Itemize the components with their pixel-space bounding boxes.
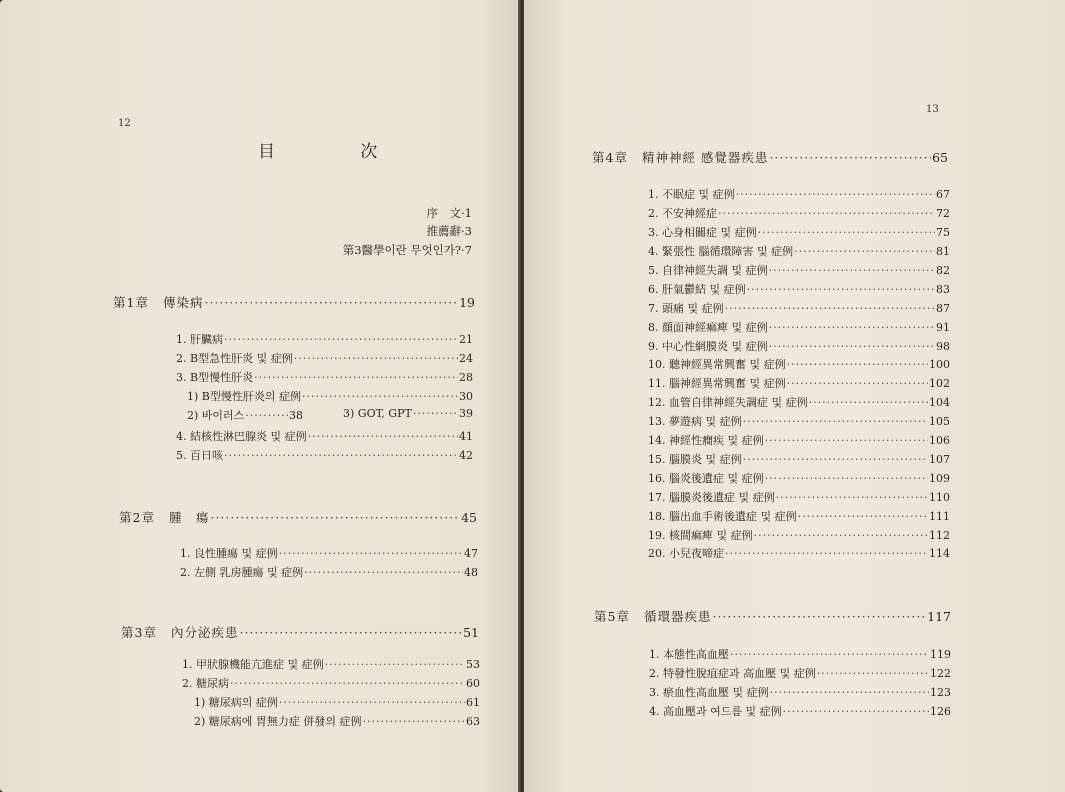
entry-page: 39 [459, 407, 473, 420]
chapter-title: 精神神經 感覺器疾患 [641, 150, 769, 165]
leader-dots [809, 396, 928, 409]
entry-label: 2. B型急性肝炎 및 症例 [176, 352, 293, 365]
toc-entry [648, 470, 950, 485]
entry-label: 9. 中心性網膜炎 및 症例 [648, 340, 768, 353]
leader-dots [798, 510, 928, 523]
toc-entry [176, 331, 473, 346]
leader-dots [794, 245, 935, 258]
entry-label: 1. 本態性高血壓 [649, 648, 729, 661]
entry-label: 4. 結核性淋巴腺炎 및 症例 [176, 430, 307, 443]
leader-dots [787, 377, 928, 390]
entry-page: 111 [929, 510, 950, 523]
chapter-title: 循環器疾患 [643, 609, 712, 624]
left-page [0, 0, 520, 792]
toc-entry [648, 432, 950, 447]
entry-page: 110 [929, 491, 950, 504]
leader-dots [725, 302, 935, 315]
entry-label: 3) GOT, GPT [343, 407, 412, 420]
entry-label: 15. 腦膜炎 및 症例 [648, 453, 742, 466]
entry-page: 100 [929, 358, 950, 371]
toc-entry [182, 656, 480, 671]
entry-label: 2) 糖尿病에 胃無力症 併發의 症例 [194, 715, 362, 728]
toc-subentry [194, 694, 480, 709]
entry-page: 105 [929, 415, 950, 428]
leader-dots [743, 415, 928, 428]
toc-entry [648, 356, 950, 371]
entry-label: 4. 緊張性 腦循環障害 및 症例 [648, 245, 794, 258]
entry-page: 48 [464, 566, 478, 579]
toc-subentry [194, 713, 480, 728]
toc-entry [648, 186, 950, 201]
leader-dots [783, 705, 929, 718]
entry-label: 17. 腦膜炎後遺症 및 症例 [648, 491, 775, 504]
page-title: 目 次 [258, 142, 418, 162]
toc-entry [648, 224, 950, 239]
toc-entry [648, 205, 950, 220]
leader-dots [718, 207, 935, 220]
toc-entry [176, 447, 473, 462]
toc-entry [176, 350, 473, 365]
leader-dots [754, 529, 928, 542]
entry-label: 3. B型慢性肝炎 [176, 371, 254, 384]
toc-entry [648, 300, 950, 315]
entry-page: 98 [936, 340, 950, 353]
toc-subentry [187, 407, 303, 422]
leader-dots [224, 449, 458, 462]
page-number: 13 [926, 104, 939, 115]
entry-page: 91 [936, 321, 950, 334]
toc-entry [648, 508, 950, 523]
entry-label: 18. 腦出血手術後遺症 및 症例 [648, 510, 797, 523]
entry-page: 21 [459, 333, 473, 346]
leader-dots [765, 472, 928, 485]
front-matter-page: 7 [464, 243, 472, 257]
entry-page: 122 [930, 667, 951, 680]
entry-label: 1) 糖尿病의 症例 [194, 696, 278, 709]
leader-dots [743, 453, 928, 466]
chapter-title: 傳染病 [162, 295, 204, 310]
entry-page: 107 [929, 453, 950, 466]
chapter-heading [121, 623, 479, 641]
leader-dots [308, 430, 458, 443]
leader-dots [765, 434, 928, 447]
chapter-heading [119, 508, 477, 526]
entry-label: 10. 聽神經異常興奮 및 症例 [648, 358, 786, 371]
toc-entry [648, 394, 950, 409]
entry-label: 2. 不安神經症 [648, 207, 717, 220]
leader-dots [363, 715, 465, 728]
entry-page: 38 [289, 409, 303, 422]
entry-label: 1) B型慢性肝炎의 症例 [187, 390, 301, 403]
leader-dots [736, 188, 935, 201]
leader-dots [230, 677, 465, 690]
leader-dots [747, 283, 935, 296]
entry-label: 16. 腦炎後遺症 및 症例 [648, 472, 764, 485]
chapter-heading [113, 293, 475, 311]
toc-entry [176, 369, 473, 384]
entry-label: 5. 自律神經失調 및 症例 [648, 264, 768, 277]
entry-label: 12. 血管自律神經失調症 및 症例 [648, 396, 808, 409]
front-matter-page: 1 [464, 206, 472, 220]
leader-dots [730, 648, 929, 661]
leader-dots [304, 566, 463, 579]
entry-page: 24 [459, 352, 473, 365]
entry-label: 11. 腦神經異常興奮 및 症例 [648, 377, 786, 390]
chapter-page: 51 [463, 625, 479, 640]
entry-page: 82 [936, 264, 950, 277]
toc-entry [649, 665, 951, 680]
chapter-page: 45 [461, 510, 477, 525]
entry-page: 63 [466, 715, 480, 728]
toc-entry [648, 545, 950, 560]
entry-label: 7. 頭痛 및 症例 [648, 302, 724, 315]
entry-label: 4. 高血壓과 여드름 및 症例 [649, 705, 782, 718]
toc-entry [648, 338, 950, 353]
entry-page: 106 [929, 434, 950, 447]
chapter-title: 腫 瘍 [168, 510, 210, 525]
chapter-number: 第4章 [592, 150, 628, 165]
entry-label: 3. 心身相關症 및 症例 [648, 226, 757, 239]
entry-label: 20. 小兒夜啼症 [648, 547, 724, 560]
entry-label: 2. 糖尿病 [182, 677, 229, 690]
entry-label: 2. 左側 乳房腫瘍 및 症例 [180, 566, 304, 579]
front-matter-item: 推薦辭·3 [426, 224, 472, 238]
entry-page: 75 [936, 226, 950, 239]
front-matter-page: 3 [464, 224, 472, 238]
leader-dots [294, 352, 458, 365]
chapter-number: 第1章 [113, 295, 149, 310]
entry-page: 42 [459, 449, 473, 462]
entry-page: 53 [466, 658, 480, 671]
chapter-page: 19 [459, 295, 475, 310]
leader-dots [302, 390, 458, 403]
entry-label: 14. 神經性癎疾 및 症例 [648, 434, 764, 447]
chapter-heading [594, 607, 951, 625]
front-matter-item: 序 文·1 [426, 206, 472, 220]
front-matter-label: 序 文 [426, 206, 462, 220]
toc-entry [649, 703, 951, 718]
right-page [524, 0, 1065, 792]
toc-entry [176, 428, 473, 443]
toc-entry [648, 527, 950, 542]
toc-entry [180, 545, 478, 560]
entry-page: 47 [464, 547, 478, 560]
chapter-page: 65 [932, 150, 948, 165]
entry-label: 13. 夢遊病 및 症例 [648, 415, 742, 428]
chapter-title: 內分泌疾患 [170, 625, 239, 640]
front-matter-label: 第3醫學이란 무엇인가? [342, 243, 462, 257]
entry-label: 8. 顔面神經痲痺 및 症例 [648, 321, 768, 334]
leader-dots [239, 625, 462, 640]
leader-dots [279, 696, 465, 709]
leader-dots [770, 686, 929, 699]
leader-dots [817, 667, 929, 680]
entry-page: 81 [936, 245, 950, 258]
leader-dots [204, 295, 458, 310]
entry-page: 61 [466, 696, 480, 709]
leader-dots [769, 321, 935, 334]
entry-page: 72 [936, 207, 950, 220]
entry-label: 2) 바이러스 [187, 409, 245, 422]
toc-subentry [187, 388, 473, 403]
toc-entry [182, 675, 480, 690]
entry-page: 114 [929, 547, 950, 560]
toc-entry [648, 319, 950, 334]
toc-entry [648, 281, 950, 296]
entry-page: 102 [929, 377, 950, 390]
leader-dots [224, 333, 458, 346]
entry-label: 1. 不眠症 및 症例 [648, 188, 735, 201]
entry-label: 1. 甲狀腺機能亢進症 및 症例 [182, 658, 324, 671]
entry-page: 28 [459, 371, 473, 384]
front-matter-item: 第3醫學이란 무엇인가?·7 [342, 243, 472, 257]
entry-page: 41 [459, 430, 473, 443]
entry-page: 83 [936, 283, 950, 296]
entry-page: 67 [936, 188, 950, 201]
leader-dots [279, 547, 463, 560]
entry-label: 3. 瘀血性高血壓 및 症例 [649, 686, 769, 699]
leader-dots [210, 510, 460, 525]
toc-entry [648, 262, 950, 277]
leader-dots [776, 491, 928, 504]
leader-dots [325, 658, 465, 671]
leader-dots [712, 609, 926, 624]
toc-entry [180, 564, 478, 579]
leader-dots [254, 371, 458, 384]
entry-page: 119 [930, 648, 951, 661]
entry-label: 1. 肝臟病 [176, 333, 223, 346]
leader-dots [769, 340, 935, 353]
toc-entry [648, 375, 950, 390]
leader-dots [413, 407, 458, 420]
chapter-number: 第2章 [119, 510, 155, 525]
entry-label: 1. 良性腫瘍 및 症例 [180, 547, 278, 560]
entry-page: 123 [930, 686, 951, 699]
entry-label: 6. 肝氣鬱結 및 症例 [648, 283, 746, 296]
leader-dots [758, 226, 935, 239]
entry-page: 104 [929, 396, 950, 409]
leader-dots [769, 150, 931, 165]
entry-label: 5. 百日咳 [176, 449, 223, 462]
front-matter-label: 推薦辭 [426, 224, 462, 238]
toc-entry [648, 489, 950, 504]
leader-dots [787, 358, 928, 371]
entry-page: 87 [936, 302, 950, 315]
chapter-number: 第3章 [121, 625, 157, 640]
entry-label: 19. 核間痲痺 및 症例 [648, 529, 753, 542]
toc-subentry [343, 407, 473, 422]
chapter-number: 第5章 [594, 609, 630, 624]
chapter-page: 117 [927, 609, 951, 624]
toc-entry [648, 451, 950, 466]
entry-page: 109 [929, 472, 950, 485]
entry-label: 2. 特發性脫疽症과 高血壓 및 症例 [649, 667, 816, 680]
toc-entry [649, 684, 951, 699]
entry-page: 126 [930, 705, 951, 718]
chapter-heading [592, 148, 948, 166]
leader-dots [769, 264, 935, 277]
entry-page: 60 [466, 677, 480, 690]
toc-entry [648, 413, 950, 428]
leader-dots [245, 409, 288, 422]
toc-entry [649, 646, 951, 661]
toc-entry [648, 243, 950, 258]
entry-page: 112 [929, 529, 950, 542]
leader-dots [725, 547, 928, 560]
page-number: 12 [118, 118, 131, 129]
entry-page: 30 [459, 390, 473, 403]
